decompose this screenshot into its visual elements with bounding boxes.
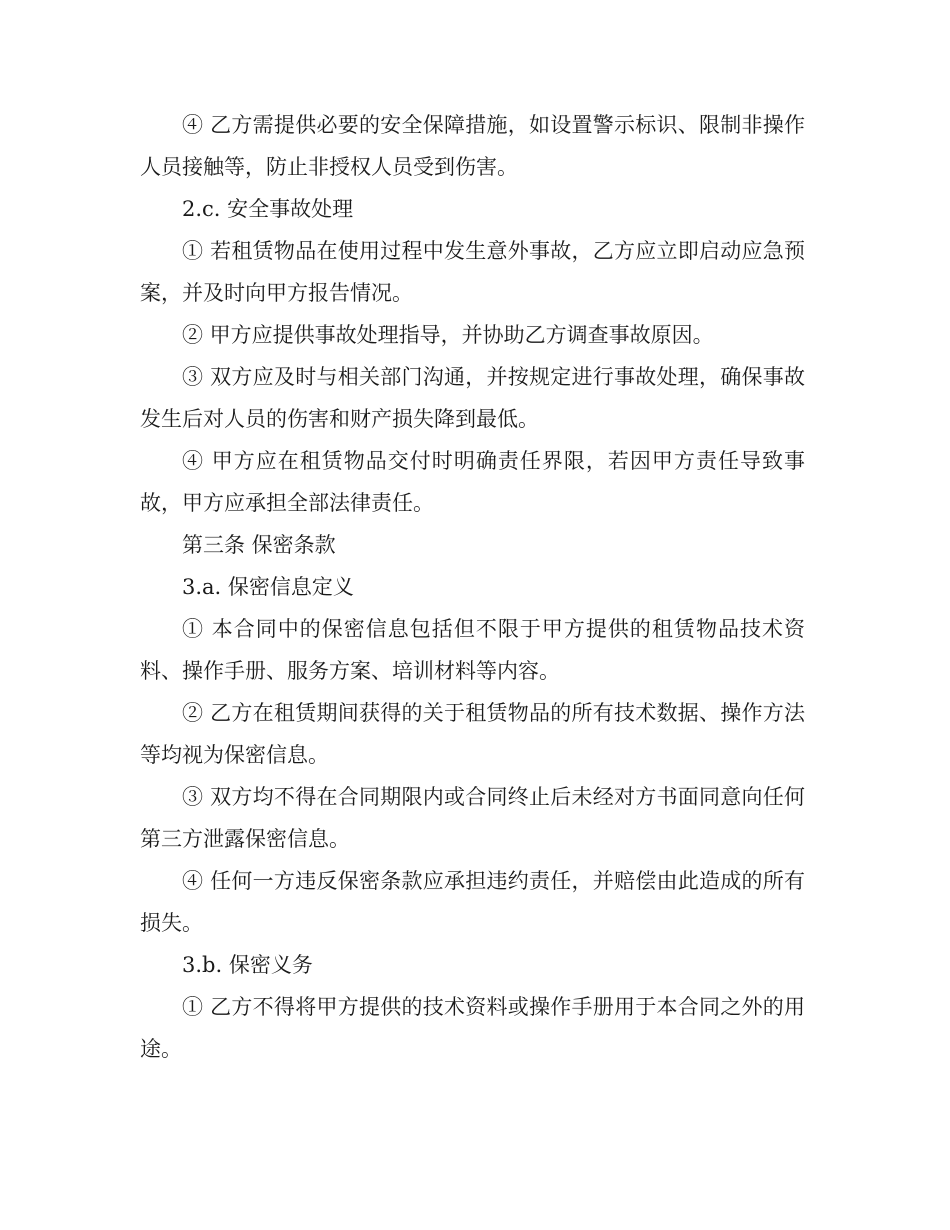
clause-paragraph: ③ 双方均不得在合同期限内或合同终止后未经对方书面同意向任何第三方泄露保密信息。 (140, 785, 805, 851)
clause-paragraph: ④ 乙方需提供必要的安全保障措施，如设置警示标识、限制非操作人员接触等，防止非授权人员受到伤害。 (140, 113, 805, 179)
article-heading: 第三条 保密条款 (182, 533, 336, 557)
clause-paragraph: ② 乙方在租赁期间获得的关于租赁物品的所有技术数据、操作方法等均视为保密信息。 (140, 701, 805, 767)
section-heading: 2.c. 安全事故处理 (182, 197, 354, 221)
clause-paragraph: ④ 任何一方违反保密条款应承担违约责任，并赔偿由此造成的所有损失。 (140, 869, 805, 935)
clause-paragraph: ① 乙方不得将甲方提供的技术资料或操作手册用于本合同之外的用途。 (140, 995, 805, 1061)
clause-paragraph: ④ 甲方应在租赁物品交付时明确责任界限，若因甲方责任导致事故，甲方应承担全部法律责任。 (140, 449, 805, 515)
clause-paragraph: ③ 双方应及时与相关部门沟通，并按规定进行事故处理，确保事故发生后对人员的伤害和财产损失降到最低。 (140, 365, 805, 431)
clause-paragraph: ② 甲方应提供事故处理指导，并协助乙方调查事故原因。 (182, 323, 714, 347)
section-heading: 3.a. 保密信息定义 (182, 575, 354, 599)
clause-paragraph: ① 本合同中的保密信息包括但不限于甲方提供的租赁物品技术资料、操作手册、服务方案、培训材料等内容。 (140, 617, 805, 683)
section-heading: 3.b. 保密义务 (182, 953, 313, 977)
clause-paragraph: ① 若租赁物品在使用过程中发生意外事故，乙方应立即启动应急预案，并及时向甲方报告情况。 (140, 239, 805, 305)
document-body (140, 104, 805, 1070)
